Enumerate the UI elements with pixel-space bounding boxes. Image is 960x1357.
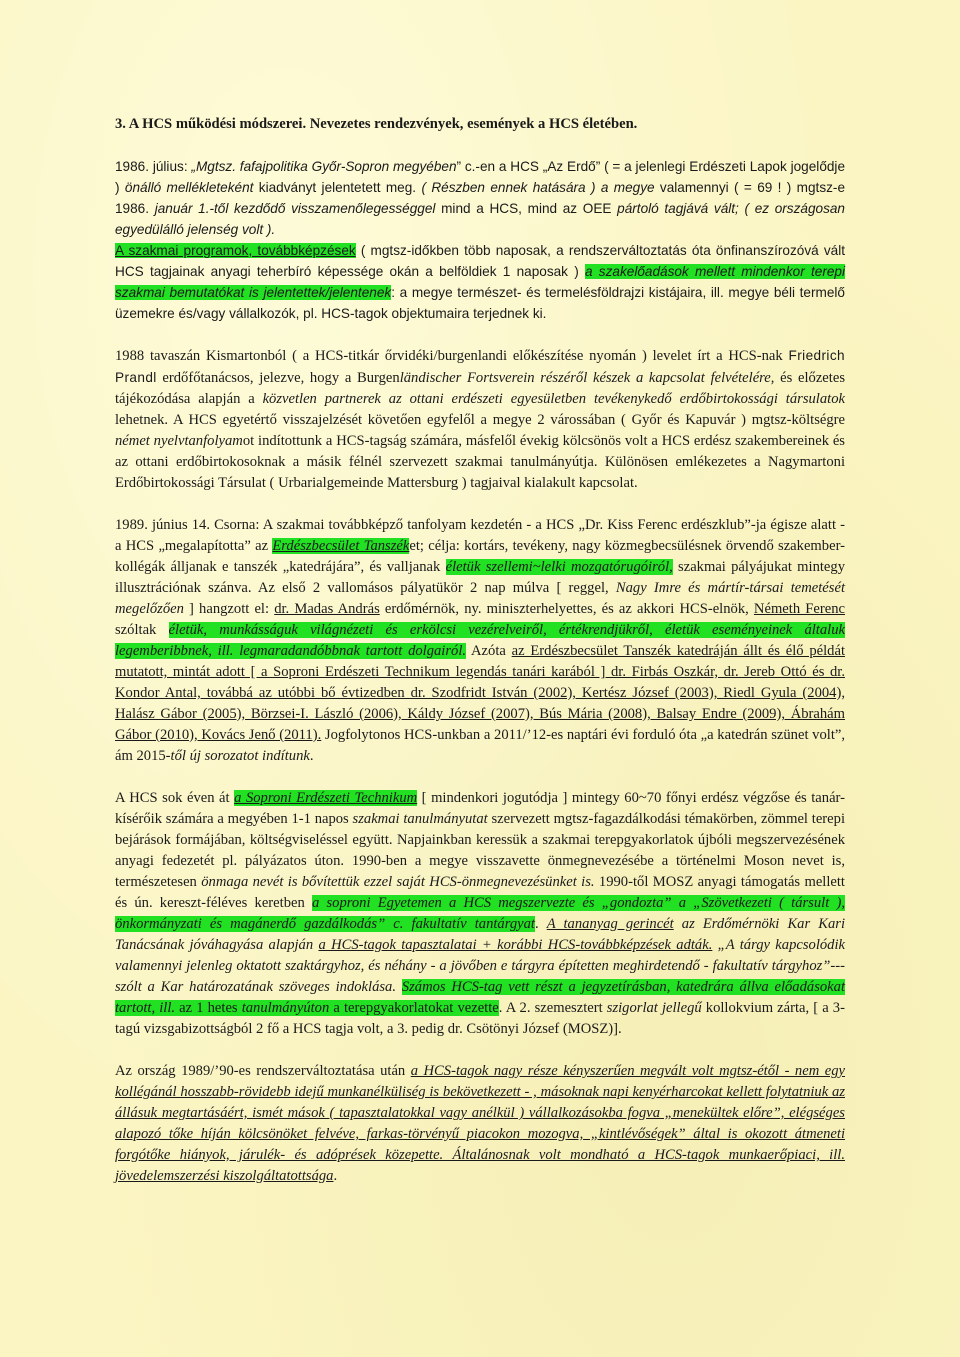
underlined-text: dr. Madas András [274,601,380,617]
highlighted-text: mellett mindenkor terepi szakmai bemutatókat is jelentettek/jelentenek [115,264,845,300]
text-run: január 1.-től kezdődő visszamenőlegességgel [154,201,436,216]
document-body [115,114,845,1208]
section-heading: 3. A HCS működési módszerei. Nevezetes rendezvények, események a HCS életében. [115,116,638,132]
highlighted-text: a soproni Egyetemen a HCS megszervezte és „gondozta” a „Szövetkezeti ( társult ), önkormányzati és magánerdő gazdálkodás” c. fakultatív tantárgyat [115,895,845,932]
text-run: , és előzetes tájékozódása alapján a [115,370,845,407]
text-run: 1988 tavaszán Kismartonból ( a HCS-titkár őrvidéki/burgenlandi előkészítése nyomán ) levelet írt a HCS-nak [115,348,789,364]
text-run: önmaga nevét is bővítettük ezzel saját HCS-önmegnevezésünket is. [201,874,595,890]
text-run: ländischer Fortsverein részéről készek a kapcsolat felvételére [399,370,771,386]
underlined-text: a HCS-tagok tapasztalatai + korábbi HCS-továbbképzések adták. [318,937,713,953]
underlined-text: A tananyag gerincét [546,916,674,932]
text-run: [ mindenkori jogutódja ] mintegy 60~70 főnyi erdész végzőse és tanár-kísérőik számára a megyében 1-1 napos [115,790,845,827]
text-run: A HCS sok éven át [115,790,235,806]
text-run: . A 2. szemesztert [498,1000,607,1016]
text-run: szakmai pályájukat mintegy illusztrációnak szánva. Az első 2 vallomásos pályatükör 2 nap múlva [ reggel, [115,559,846,596]
text-run: „Mgtsz. fafajpolitika Győr-Sopron megyében [191,159,457,174]
text-run: ( mgtsz-időkben több naposak, a rendszerváltoztatás óta önfinanszírozóvá vált HCS tagjainak anyagi teherbíró képessége okán a belföldiek 1 naposak ) [115,243,846,279]
paragraph-rendszervaltas [115,1061,845,1187]
text-run: lehetnek. A HCS egyetértő visszajelzését követően egyfelől a megye 2 várossában ( Győr és Kapuvár ) mgtsz-költségre [115,412,845,428]
text-run: közvetlen partnerek az ottani erdészeti egyesületben tevékenykedő erdőbirtokossági társulatok [262,391,845,407]
text-run: ( Részben ennek hatására ) a megye [421,180,655,195]
paragraph-technikum [115,788,845,1040]
highlighted-text: az 1 hetes [175,1000,242,1016]
paragraph-1986 [115,156,845,324]
text-run: : a megye természet- és termelésföldrajzi kistájaira, ill. megye béli termelő üzemekre és/vagy vállalkozók, pl. HCS-tagok objektumaira terjednek ki. [115,285,845,321]
text-run: valamennyi ( = 69 ! ) mgtsz-e 1986. [115,180,846,216]
text-run: . [535,916,547,932]
text-run: pártoló tagjává vált; ( ez országosan egyedülálló jelenség volt ). [115,201,845,237]
highlighted-text: életük szellemi~lelki mozgatórugóiról, [445,559,673,575]
highlighted-text: életük, munkásságuk világnézeti és erkölcsi vezérelveiről, értékrendjükről, életük eseményeinek általuk legemberibbnek, ill. legmaradandóbbnak tartott dolgairól. [115,622,845,659]
text-run: kollokvium zárta, [ a 3-tagú vizsgabizottságból 2 fő a HCS tagja volt, a 3. pedig dr. Csötönyi József (MOSZ)]. [115,1000,845,1037]
text-run: az Erdőmérnöki Kar Kari Tanácsának jóváhagyása alapján [115,916,846,953]
text-run: ot indítottunk a HCS-tagság számára, másfelől évekig kölcsönös volt a HCS erdész szakembereinek és az ottani erdőbirtokosoknak a másik félnél szervezett szakmai tanulmányútja. Különösen emlékezetes a Nagymartoni Erdőbirtokossági Társulat ( Urbarialgemeinde Mattersburg ) tagjaival kialakult kapcsolat. [115,433,845,491]
text-run: erdőfőtanácsos, jelezve, hogy a Burgen [156,370,400,386]
text-run: Azóta [466,643,512,659]
text-run: . [309,748,314,764]
paragraph-1988 [115,345,845,494]
text-run: et; célja: kortárs, tevékeny, nagy közmegbecsülésnek örvendő szakember-kollégák álljanak e tanszék „katedrájára”, és valljanak [115,538,845,575]
text-run: kiadványt jelentetett meg. [253,180,422,195]
text-run: szóltak [115,622,169,638]
underlined-text: az Erdészbecsület Tanszék katedráján állt és élő példát mutatott, mintát adott [ a Soproni Erdészeti Technikum legendás tanári karából ] dr. Firbás Oszkár, dr. Jereb Ottó és dr. Kondor Antal, továbbá az utóbbi bő évtizedben dr. Szodfridt István (2002), Kertész József (2003), Riedl Gyula (2004), Halász Gábor (2005), Börzsei-I. László (2006), Káldy József (2007), Bús Mária (2008), Balsay Endre (2009), Ábrahám Gábor (2010), Kovács Jenő (2011). [115,643,845,743]
text-run: 1989. június 14. Csorna: A szakmai továbbképző tanfolyam kezdetén - a HCS „Dr. Kiss Ferenc erdészklub”-ja égisze alatt - a HCS „megalapította” az [115,517,845,554]
highlighted-text: a Soproni Erdészeti Technikum [234,790,418,806]
text-run: mind a HCS, mind az OEE [435,201,618,216]
text-run: ” c.-en a HCS „Az Erdő” ( = a jelenlegi Erdészeti Lapok jogelődje ) [115,159,846,195]
underlined-text: Németh Ferenc [753,601,845,617]
text-run: Jogfolytonos HCS-unkban a 2011/’12-es naptári évi forduló óta „a katedrán szünet volt”, ám 2015- [115,727,845,764]
text-run: szigorlat jellegű [606,1000,702,1016]
highlighted-text: a terepgyakorlatokat vezette [329,1000,499,1016]
text-run: szakmai tanulmányutat [352,811,488,827]
highlighted-text: Erdészbecsület Tanszék [272,538,410,554]
text-run: szervezett mgtsz-fagazdálkodási témakörben, zömmel terepi bejárások formájában, költségviseléssel együtt. Napjainkban keressük a szakmai terepgyakorlatok újbóli megszervezésének anyagi fedezetét pl. pályázatos úton. 1990-ben a megye visszavette önmegnevezésébe a történelmi Moson nevet is, természetesen [115,811,845,890]
paragraph-1989 [115,515,845,767]
highlighted-text: Számos HCS-tag vett részt a jegyzetírásban, katedrára állva előadásokat tartott, ill. [115,979,845,1016]
highlighted-text: a szakelőadások [585,264,689,279]
text-run: ] hangzott el: [183,601,275,617]
text-run: önálló mellékleteként [124,180,254,195]
text-run: német nyelvtanfolyam [115,433,243,449]
highlighted-text: A szakmai programok, továbbképzések [115,243,356,258]
text-run: . [333,1168,338,1184]
highlighted-text: tanulmányúton [241,1000,330,1016]
text-run: „A tárgy kapcsolódik valamennyi jelenleg oktatott szaktárgyhoz, és néhány - a jövőben e tárgyra építetten meghirdetendő - fakultatív tárgyhoz”--- szólt a Kar határozatának szöveges indoklása. [115,937,846,995]
text-run: erdőmérnök, ny. miniszterhelyettes, és az akkori HCS-elnök, [379,601,754,617]
text-run: Nagy Imre és mártír-társai temetését megelőzően [115,580,845,617]
text-run: 1986. július: [115,159,192,174]
text-run: 1990-től MOSZ anyagi támogatás mellett és ún. kereszt-féléves keretben [115,874,845,911]
text-run: Friedrich Prandl [115,348,845,385]
text-run: Az ország 1989/’90-es rendszerváltoztatása után [115,1063,411,1079]
text-run: től új sorozatot indítunk [170,748,310,764]
underlined-text: a HCS-tagok nagy része kényszerűen megvált volt mgtsz-étől - nem egy kollégánál hosszabb-rövidebb idejű munkanélküliség is bekövetkezett - , másoknak napi kenyérharcokat kellett folytatniuk az állásuk megtartásáért, ismét mások ( tapasztalatokkal vagy anélkül ) vállalkozásokba fogva „menekültek előre”, elégséges alapozó tőke híján kölcsönöket felvéve, farkas-törvényű piacokon mozogva, „kintlévőségek” által is okozott átmeneti forgótőke hiányok, járulék- és adóprések közepette. Általánosnak volt mondható a HCS-tagok munkaerőpiaci, ill. jövedelemszerzési kiszolgáltatottsága [115,1063,845,1184]
